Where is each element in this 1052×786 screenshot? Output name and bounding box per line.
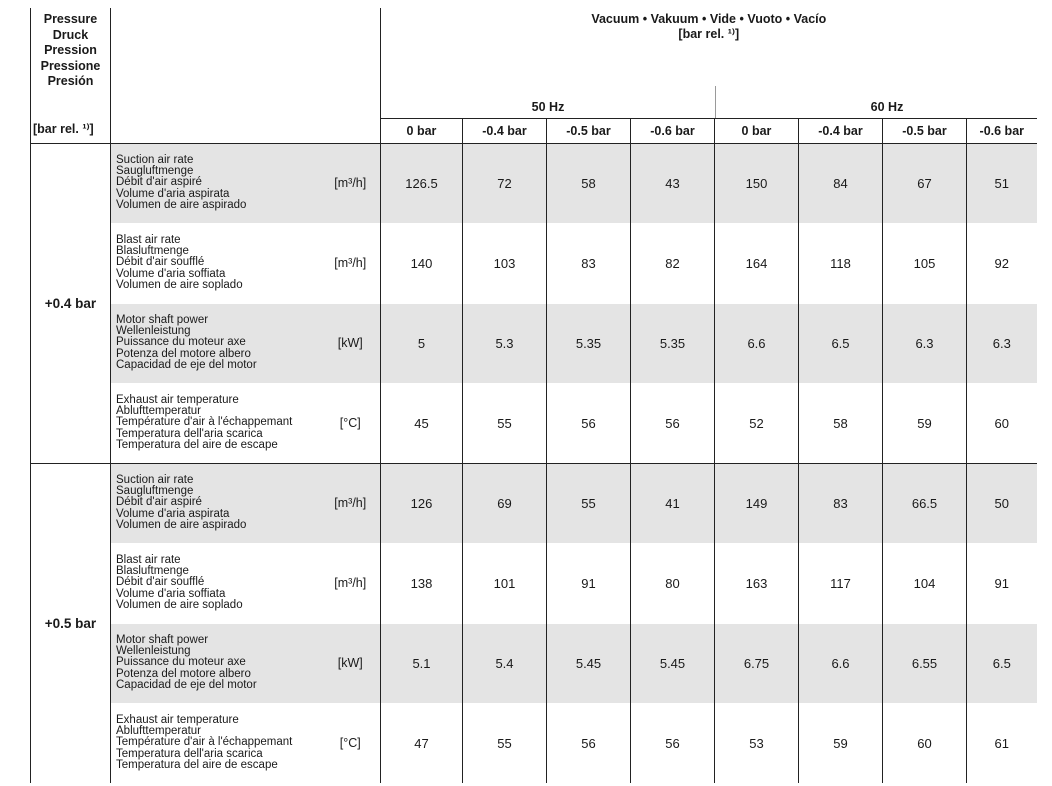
- value-cell: 83: [547, 223, 631, 303]
- value-cell: 104: [883, 543, 967, 623]
- value-cell: 5.45: [547, 623, 631, 703]
- value-cell: 60: [967, 383, 1037, 463]
- value-cell: 69: [463, 463, 547, 543]
- description-col-head: [111, 118, 381, 143]
- value-cell: 150: [715, 143, 799, 223]
- pressure-header-line: Pressione: [40, 58, 101, 73]
- row-description: [111, 143, 321, 223]
- column-header: -0.6 bar: [967, 118, 1037, 143]
- value-cell: 45: [381, 383, 463, 463]
- table-row: [31, 703, 1037, 783]
- column-header: 0 bar: [381, 118, 463, 143]
- row-description: [111, 383, 321, 463]
- description-header-blank: [111, 8, 381, 118]
- value-cell: 91: [547, 543, 631, 623]
- row-unit: [kW]: [321, 623, 381, 703]
- value-cell: 140: [381, 223, 463, 303]
- pressure-header-line: Pression: [44, 43, 97, 57]
- value-cell: 149: [715, 463, 799, 543]
- freq-divider: [715, 86, 716, 118]
- row-description-line: Volume d'aria aspirata: [116, 507, 230, 520]
- value-cell: 52: [715, 383, 799, 463]
- row-description-line: Temperatura del aire de escape: [116, 438, 278, 451]
- row-unit: [m³/h]: [321, 463, 381, 543]
- freq-60-label: 60 Hz: [870, 99, 904, 114]
- row-unit: [m³/h]: [321, 543, 381, 623]
- row-unit: [°C]: [321, 383, 381, 463]
- pressure-group-label: +0.4 bar: [31, 143, 111, 463]
- value-cell: 66.5: [883, 463, 967, 543]
- row-unit: [m³/h]: [321, 223, 381, 303]
- value-cell: 58: [799, 383, 883, 463]
- value-cell: 56: [631, 383, 715, 463]
- value-cell: 59: [799, 703, 883, 783]
- value-cell: 53: [715, 703, 799, 783]
- value-cell: 5.35: [631, 303, 715, 383]
- value-cell: 126.5: [381, 143, 463, 223]
- value-cell: 6.3: [883, 303, 967, 383]
- value-cell: 5: [381, 303, 463, 383]
- table-row: [31, 223, 1037, 303]
- table-row: [31, 463, 1037, 543]
- table-row: [31, 303, 1037, 383]
- row-description-line: Débit d'air aspiré: [116, 496, 202, 509]
- table-row: [31, 383, 1037, 463]
- value-cell: 55: [463, 383, 547, 463]
- row-description-line: Motor shaft power: [116, 313, 209, 326]
- row-description-line: Blasluftmenge: [116, 245, 189, 258]
- pressure-header-line: Presión: [47, 74, 94, 88]
- value-cell: 118: [799, 223, 883, 303]
- row-description-line: Exhaust air temperature: [116, 713, 239, 726]
- row-description-line: Température d'air à l'échappemant: [116, 736, 293, 749]
- table-row: [31, 623, 1037, 703]
- value-cell: 105: [883, 223, 967, 303]
- value-cell: 56: [631, 703, 715, 783]
- value-cell: 47: [381, 703, 463, 783]
- row-description-line: Volumen de aire soplado: [116, 278, 243, 291]
- row-description-line: Blasluftmenge: [116, 565, 189, 578]
- value-cell: 103: [463, 223, 547, 303]
- row-description-line: Temperatura del aire de escape: [116, 758, 278, 771]
- row-description-line: Volumen de aire soplado: [116, 598, 243, 611]
- row-description-line: Température d'air à l'échappemant: [116, 416, 293, 429]
- value-cell: 58: [547, 143, 631, 223]
- pressure-header-line: Druck: [52, 27, 89, 42]
- value-cell: 126: [381, 463, 463, 543]
- column-header: -0.6 bar: [631, 118, 715, 143]
- value-cell: 164: [715, 223, 799, 303]
- value-cell: 43: [631, 143, 715, 223]
- row-description-line: Puissance du moteur axe: [116, 656, 246, 669]
- value-cell: 6.55: [883, 623, 967, 703]
- performance-table: [30, 8, 1037, 783]
- pressure-header-line: Pressure: [43, 12, 98, 26]
- row-description-line: Débit d'air soufflé: [116, 256, 205, 269]
- column-header: -0.5 bar: [547, 118, 631, 143]
- value-cell: 55: [547, 463, 631, 543]
- value-cell: 138: [381, 543, 463, 623]
- vacuum-header: [381, 8, 1037, 118]
- value-cell: 59: [883, 383, 967, 463]
- value-cell: 6.75: [715, 623, 799, 703]
- row-description-line: Potenza del motore albero: [116, 667, 251, 680]
- value-cell: 72: [463, 143, 547, 223]
- freq-50-label: 50 Hz: [531, 99, 565, 114]
- row-description-line: Ablufttemperatur: [116, 725, 202, 738]
- value-cell: 51: [967, 143, 1037, 223]
- table-row: [31, 143, 1037, 223]
- row-description-line: Volume d'aria soffiata: [116, 267, 226, 280]
- value-cell: 56: [547, 383, 631, 463]
- value-cell: 5.45: [631, 623, 715, 703]
- value-cell: 101: [463, 543, 547, 623]
- value-cell: 91: [967, 543, 1037, 623]
- row-description-line: Suction air rate: [116, 473, 194, 486]
- value-cell: 83: [799, 463, 883, 543]
- row-description-line: Capacidad de eje del motor: [116, 678, 257, 691]
- column-header: -0.5 bar: [883, 118, 967, 143]
- row-description-line: Capacidad de eje del motor: [116, 358, 257, 371]
- row-description: [111, 463, 321, 543]
- row-description-line: Blast air rate: [116, 553, 181, 566]
- row-description: [111, 703, 321, 783]
- row-description-line: Débit d'air soufflé: [116, 576, 205, 589]
- column-header: 0 bar: [715, 118, 799, 143]
- row-description-line: Volumen de aire aspirado: [116, 198, 247, 211]
- value-cell: 56: [547, 703, 631, 783]
- row-description: [111, 223, 321, 303]
- value-cell: 5.35: [547, 303, 631, 383]
- column-header: -0.4 bar: [463, 118, 547, 143]
- value-cell: 117: [799, 543, 883, 623]
- row-description-line: Motor shaft power: [116, 633, 209, 646]
- value-cell: 5.4: [463, 623, 547, 703]
- value-cell: 163: [715, 543, 799, 623]
- vacuum-title: Vacuum • Vakuum • Vide • Vuoto • Vacío: [591, 12, 827, 26]
- row-description-line: Saugluftmenge: [116, 165, 194, 178]
- row-description-line: Débit d'air aspiré: [116, 176, 202, 189]
- value-cell: 92: [967, 223, 1037, 303]
- row-description-line: Ablufttemperatur: [116, 405, 202, 418]
- row-description-line: Temperatura dell'aria scarica: [116, 747, 263, 760]
- row-description-line: Wellenleistung: [116, 325, 191, 338]
- row-description-line: Temperatura dell'aria scarica: [116, 427, 263, 440]
- table-row: [31, 543, 1037, 623]
- row-description-line: Saugluftmenge: [116, 485, 194, 498]
- row-unit: [m³/h]: [321, 143, 381, 223]
- row-description-line: Suction air rate: [116, 153, 194, 166]
- row-description-line: Volume d'aria soffiata: [116, 587, 226, 600]
- row-description: [111, 543, 321, 623]
- row-unit: [kW]: [321, 303, 381, 383]
- value-cell: 5.3: [463, 303, 547, 383]
- value-cell: 60: [883, 703, 967, 783]
- row-description-line: Volumen de aire aspirado: [116, 518, 247, 531]
- row-description-line: Volume d'aria aspirata: [116, 187, 230, 200]
- row-description-line: Blast air rate: [116, 233, 181, 246]
- value-cell: 61: [967, 703, 1037, 783]
- row-description-line: Potenza del motore albero: [116, 347, 251, 360]
- value-cell: 6.3: [967, 303, 1037, 383]
- pressure-unit-label: [bar rel. ¹⁾]: [33, 121, 109, 136]
- value-cell: 80: [631, 543, 715, 623]
- value-cell: 50: [967, 463, 1037, 543]
- value-cell: 84: [799, 143, 883, 223]
- row-description-line: Wellenleistung: [116, 645, 191, 658]
- value-cell: 6.6: [799, 623, 883, 703]
- row-description: [111, 623, 321, 703]
- row-description: [111, 303, 321, 383]
- row-description-line: Puissance du moteur axe: [116, 336, 246, 349]
- row-unit: [°C]: [321, 703, 381, 783]
- value-cell: 5.1: [381, 623, 463, 703]
- value-cell: 6.5: [967, 623, 1037, 703]
- value-cell: 41: [631, 463, 715, 543]
- value-cell: 67: [883, 143, 967, 223]
- value-cell: 6.6: [715, 303, 799, 383]
- vacuum-unit: [bar rel. ¹⁾]: [678, 27, 740, 41]
- row-description-line: Exhaust air temperature: [116, 393, 239, 406]
- column-header: -0.4 bar: [799, 118, 883, 143]
- value-cell: 6.5: [799, 303, 883, 383]
- value-cell: 55: [463, 703, 547, 783]
- value-cell: 82: [631, 223, 715, 303]
- pressure-group-label: +0.5 bar: [31, 463, 111, 783]
